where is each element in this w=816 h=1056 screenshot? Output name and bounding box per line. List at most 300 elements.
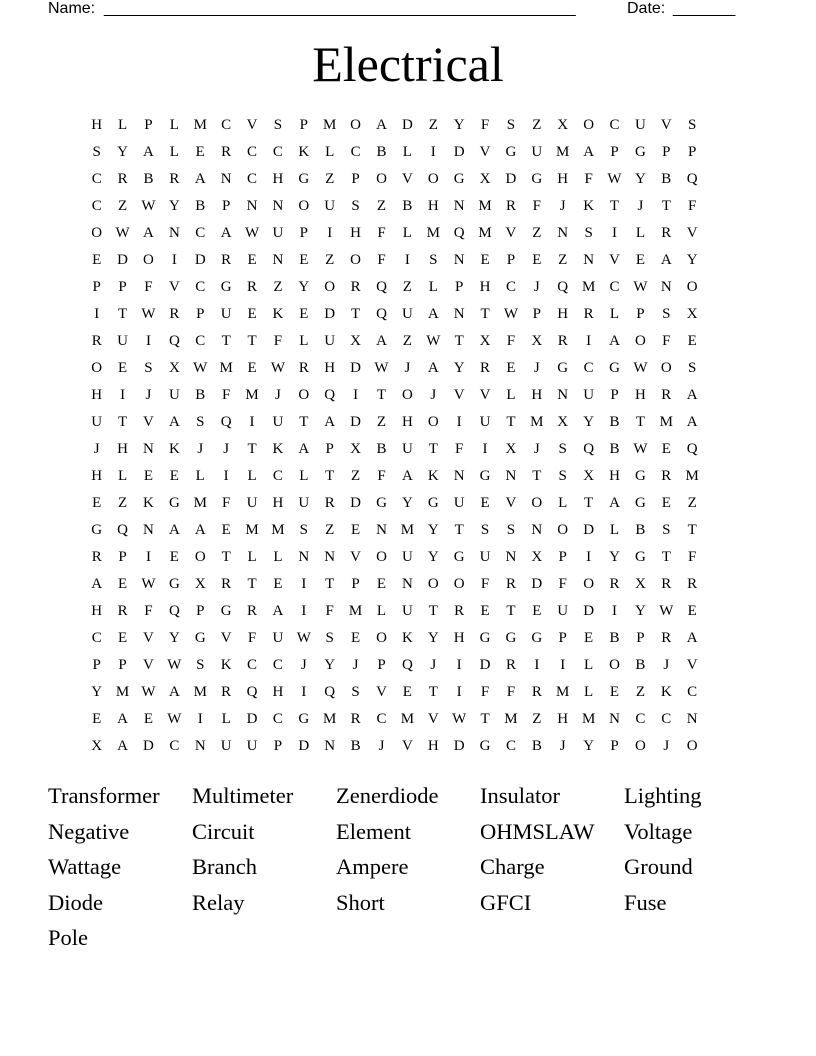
grid-letter: M <box>271 522 286 538</box>
name-field[interactable]: _____________________________________________________ <box>104 0 576 17</box>
grid-letter: E <box>376 576 387 592</box>
grid-letter: U <box>324 198 336 214</box>
grid-letter: P <box>636 630 646 646</box>
grid-letter: E <box>687 603 698 619</box>
grid-letter: N <box>246 198 258 214</box>
grid-letter: I <box>586 333 592 349</box>
grid-letter: G <box>453 171 466 187</box>
grid-letter: G <box>91 522 103 538</box>
grid-letter: P <box>558 549 568 565</box>
grid-letter: S <box>558 468 568 484</box>
grid-letter: M <box>245 522 260 538</box>
grid-letter: V <box>660 117 673 133</box>
grid-letter: Z <box>273 279 284 295</box>
grid-letter: A <box>168 684 181 700</box>
grid-letter: G <box>298 711 310 727</box>
grid-letter: I <box>612 225 618 241</box>
grid-letter: P <box>196 306 205 322</box>
grid-letter: M <box>659 414 674 430</box>
grid-letter: E <box>118 576 128 592</box>
grid-letter: V <box>505 225 517 241</box>
grid-letter: T <box>480 306 491 322</box>
grid-letter: S <box>584 225 594 241</box>
grid-letter: B <box>376 144 387 160</box>
grid-letter: N <box>272 198 284 214</box>
grid-letter: I <box>301 603 307 619</box>
grid-letter: S <box>506 117 516 133</box>
grid-letter: O <box>609 657 621 673</box>
grid-letter: N <box>143 522 155 538</box>
grid-letter: W <box>659 603 674 619</box>
grid-letter: C <box>505 279 517 295</box>
grid-letter: O <box>427 414 440 430</box>
grid-letter: Y <box>427 549 440 565</box>
grid-letter: L <box>558 495 568 511</box>
grid-letter: Y <box>401 495 414 511</box>
grid-letter: J <box>637 198 644 214</box>
grid-letter: F <box>221 495 231 511</box>
grid-letter: N <box>168 225 181 241</box>
grid-letter: G <box>557 360 569 376</box>
grid-letter: J <box>559 738 567 754</box>
grid-row <box>84 735 732 762</box>
grid-letter: E <box>247 252 258 268</box>
grid-letter: G <box>634 144 647 160</box>
grid-letter: Q <box>401 657 414 673</box>
grid-letter: H <box>324 360 336 376</box>
grid-letter: R <box>480 360 491 376</box>
grid-letter: A <box>609 495 621 511</box>
grid-letter: V <box>479 387 491 403</box>
grid-letter: Y <box>583 738 595 754</box>
grid-letter: O <box>660 360 673 376</box>
grid-letter: U <box>117 333 129 349</box>
grid-letter: Q <box>376 279 388 295</box>
word-item: Ampere <box>336 854 409 879</box>
grid-row <box>84 249 732 276</box>
grid-letter: L <box>273 549 284 565</box>
grid-letter: O <box>557 522 569 538</box>
grid-letter: N <box>376 522 388 538</box>
grid-letter: D <box>453 738 466 754</box>
grid-letter: O <box>686 738 699 754</box>
grid-letter: M <box>323 117 337 133</box>
grid-letter: W <box>426 333 441 349</box>
grid-letter: H <box>609 468 621 484</box>
grid-letter: T <box>118 414 128 430</box>
grid-row <box>84 303 732 330</box>
grid-letter: Z <box>325 171 335 187</box>
grid-letter: O <box>298 387 310 403</box>
grid-letter: S <box>144 360 154 376</box>
grid-letter: L <box>428 279 439 295</box>
grid-letter: K <box>401 630 414 646</box>
grid-row <box>84 600 732 627</box>
grid-letter: M <box>193 495 208 511</box>
grid-letter: U <box>401 441 414 457</box>
grid-letter: U <box>298 495 310 511</box>
grid-letter: A <box>168 414 181 430</box>
grid-letter: C <box>505 738 517 754</box>
grid-letter: X <box>505 441 517 457</box>
grid-letter: L <box>584 657 594 673</box>
grid-letter: R <box>557 333 569 349</box>
grid-letter: D <box>350 360 362 376</box>
grid-letter: L <box>402 225 413 241</box>
grid-letter: V <box>686 225 699 241</box>
name-label: Name: <box>48 0 96 17</box>
grid-letter: R <box>583 306 595 322</box>
grid-letter: I <box>301 576 307 592</box>
grid-letter: D <box>350 414 362 430</box>
grid-letter: J <box>533 360 541 376</box>
grid-letter: Q <box>324 684 336 700</box>
grid-letter: T <box>661 549 672 565</box>
grid-letter: E <box>169 549 180 565</box>
grid-letter: S <box>662 522 671 538</box>
grid-letter: M <box>556 684 570 700</box>
grid-letter: Z <box>687 495 698 511</box>
grid-letter: F <box>662 333 671 349</box>
grid-letter: Z <box>635 684 646 700</box>
grid-letter: J <box>663 657 670 673</box>
grid-letter: X <box>350 441 362 457</box>
grid-letter: T <box>635 414 646 430</box>
grid-letter: T <box>687 522 698 538</box>
grid-letter: A <box>376 333 388 349</box>
grid-letter: W <box>633 279 648 295</box>
grid-letter: T <box>325 576 335 592</box>
grid-letter: Q <box>220 414 233 430</box>
grid-letter: Z <box>532 117 542 133</box>
grid-letter: T <box>584 495 594 511</box>
word-item: Short <box>336 889 385 915</box>
date-label: Date: <box>627 0 666 17</box>
grid-letter: A <box>298 441 310 457</box>
grid-letter: P <box>221 198 231 214</box>
grid-letter: N <box>324 738 336 754</box>
grid-letter: A <box>194 171 207 187</box>
grid-letter: C <box>272 711 284 727</box>
grid-letter: R <box>350 279 362 295</box>
grid-letter: C <box>661 711 672 727</box>
grid-letter: Q <box>168 333 181 349</box>
grid-letter: Z <box>376 414 387 430</box>
grid-letter: X <box>479 333 491 349</box>
grid-letter: U <box>324 333 336 349</box>
grid-letter: I <box>120 387 126 403</box>
grid-letter: F <box>480 117 490 133</box>
grid-letter: D <box>453 144 466 160</box>
grid-letter: P <box>610 387 620 403</box>
grid-letter: U <box>220 306 233 322</box>
grid-letter: S <box>196 657 205 673</box>
grid-letter: D <box>401 117 414 133</box>
grid-letter: C <box>609 117 621 133</box>
grid-letter: Z <box>325 522 335 538</box>
grid-letter: B <box>635 522 646 538</box>
grid-letter: G <box>479 630 491 646</box>
grid-letter: I <box>171 252 178 268</box>
grid-letter: R <box>505 576 517 592</box>
grid-letter: L <box>609 522 620 538</box>
grid-letter: K <box>583 198 595 214</box>
grid-letter: P <box>558 630 568 646</box>
grid-letter: N <box>505 468 517 484</box>
grid-letter: E <box>92 252 102 268</box>
grid-letter: O <box>427 171 440 187</box>
grid-letter: A <box>401 468 414 484</box>
grid-letter: G <box>531 171 543 187</box>
grid-letter: N <box>686 711 699 727</box>
word-item: Lighting <box>624 783 702 808</box>
grid-letter: U <box>479 414 491 430</box>
grid-letter: C <box>247 171 258 187</box>
grid-letter: Y <box>324 657 336 673</box>
grid-letter: H <box>272 684 284 700</box>
grid-letter: I <box>301 684 307 700</box>
grid-letter: N <box>505 549 517 565</box>
grid-letter: V <box>350 549 362 565</box>
grid-letter: W <box>607 171 623 187</box>
grid-letter: A <box>324 414 336 430</box>
grid-letter: F <box>688 198 697 214</box>
grid-letter: I <box>534 657 540 673</box>
grid-letter: X <box>350 333 362 349</box>
grid-letter: S <box>92 144 102 160</box>
grid-letter: U <box>634 117 647 133</box>
word-item: Circuit <box>192 818 255 844</box>
grid-letter: M <box>556 144 570 160</box>
word-item: Negative <box>48 818 130 844</box>
grid-letter: P <box>196 603 205 619</box>
grid-letter: X <box>686 306 699 322</box>
grid-letter: A <box>609 333 621 349</box>
grid-letter: G <box>634 468 647 484</box>
grid-letter: O <box>298 198 310 214</box>
grid-letter: F <box>247 630 257 646</box>
grid-letter: W <box>296 630 312 646</box>
grid-letter: L <box>247 549 258 565</box>
grid-letter: M <box>426 225 441 241</box>
grid-letter: J <box>352 657 360 673</box>
grid-letter: M <box>219 360 234 376</box>
grid-letter: W <box>503 306 519 322</box>
grid-letter: J <box>533 279 541 295</box>
grid-letter: Y <box>453 117 466 133</box>
grid-letter: N <box>660 279 673 295</box>
grid-letter: V <box>427 711 440 727</box>
grid-letter: C <box>609 279 621 295</box>
grid-letter: H <box>427 738 440 754</box>
grid-letter: N <box>531 522 543 538</box>
grid-letter: Y <box>427 522 440 538</box>
grid-letter: M <box>193 684 208 700</box>
grid-letter: F <box>558 576 568 592</box>
grid-letter: U <box>583 387 595 403</box>
grid-letter: U <box>401 603 414 619</box>
grid-letter: A <box>660 252 673 268</box>
grid-letter: N <box>557 225 569 241</box>
grid-letter: L <box>325 144 335 160</box>
grid-row <box>84 222 732 249</box>
grid-letter: A <box>427 306 440 322</box>
grid-letter: R <box>454 603 465 619</box>
grid-letter: Q <box>376 306 388 322</box>
grid-letter: D <box>531 576 543 592</box>
grid-letter: W <box>115 225 131 241</box>
grid-letter: O <box>350 117 362 133</box>
grid-letter: L <box>299 333 309 349</box>
word-item: Branch <box>192 854 257 879</box>
grid-letter: W <box>167 657 182 673</box>
date-field[interactable]: _______ <box>673 0 736 17</box>
grid-letter: E <box>532 252 542 268</box>
grid-letter: J <box>533 441 541 457</box>
grid-letter: I <box>612 603 618 619</box>
grid-letter: K <box>168 441 181 457</box>
grid-letter: E <box>118 360 128 376</box>
grid-letter: B <box>531 738 543 754</box>
grid-letter: P <box>662 144 671 160</box>
grid-row <box>84 141 732 168</box>
grid-letter: A <box>686 414 699 430</box>
grid-letter: U <box>272 630 284 646</box>
grid-letter: I <box>327 225 333 241</box>
grid-letter: N <box>583 252 595 268</box>
grid-letter: L <box>221 711 232 727</box>
grid-letter: E <box>687 333 698 349</box>
grid-letter: Z <box>428 117 439 133</box>
grid-letter: E <box>143 711 154 727</box>
grid-letter: Y <box>91 684 103 700</box>
grid-letter: G <box>427 495 440 511</box>
grid-letter: O <box>376 549 388 565</box>
grid-letter: H <box>91 117 103 133</box>
grid-letter: M <box>400 711 415 727</box>
grid-letter: G <box>220 603 233 619</box>
page-title: Electrical <box>312 36 504 92</box>
grid-letter: N <box>194 738 207 754</box>
grid-letter: R <box>350 711 362 727</box>
grid-letter: R <box>169 171 180 187</box>
word-item: Insulator <box>480 783 560 808</box>
grid-letter: H <box>453 630 466 646</box>
grid-letter: D <box>194 252 207 268</box>
grid-letter: H <box>91 387 103 403</box>
grid-letter: I <box>145 333 152 349</box>
grid-letter: H <box>91 603 103 619</box>
grid-letter: E <box>351 522 361 538</box>
grid-letter: B <box>376 441 387 457</box>
grid-letter: B <box>195 198 206 214</box>
grid-letter: A <box>91 576 103 592</box>
grid-row <box>84 654 732 681</box>
grid-letter: J <box>93 441 101 457</box>
grid-letter: V <box>453 387 466 403</box>
grid-letter: W <box>141 198 157 214</box>
grid-letter: U <box>272 414 284 430</box>
grid-letter: A <box>117 738 129 754</box>
grid-letter: R <box>91 549 103 565</box>
grid-letter: N <box>557 387 569 403</box>
grid-letter: E <box>635 252 646 268</box>
grid-letter: U <box>557 603 569 619</box>
grid-letter: Y <box>634 171 647 187</box>
grid-letter: E <box>143 468 154 484</box>
grid-letter: D <box>324 306 336 322</box>
grid-letter: M <box>581 711 596 727</box>
grid-letter: B <box>402 198 413 214</box>
grid-letter: P <box>273 738 283 754</box>
grid-letter: Y <box>298 279 310 295</box>
grid-letter: A <box>143 144 155 160</box>
grid-letter: C <box>687 684 698 700</box>
grid-letter: Q <box>583 441 595 457</box>
grid-letter: G <box>194 630 207 646</box>
grid-letter: D <box>583 603 595 619</box>
grid-letter: R <box>221 576 232 592</box>
grid-row <box>84 573 732 600</box>
grid-letter: Z <box>558 252 568 268</box>
grid-letter: Q <box>117 522 129 538</box>
grid-letter: R <box>505 657 517 673</box>
grid-letter: P <box>144 117 154 133</box>
grid-letter: N <box>609 711 621 727</box>
grid-letter: C <box>350 144 362 160</box>
grid-letter: C <box>635 711 646 727</box>
grid-letter: U <box>246 495 258 511</box>
grid-letter: M <box>685 468 700 484</box>
grid-letter: O <box>453 576 466 592</box>
grid-letter: V <box>401 171 414 187</box>
grid-letter: O <box>583 117 595 133</box>
grid-row <box>84 627 732 654</box>
grid-letter: T <box>506 414 517 430</box>
grid-row <box>84 546 732 573</box>
grid-letter: E <box>351 630 361 646</box>
grid-letter: M <box>504 711 519 727</box>
grid-letter: N <box>143 441 155 457</box>
grid-letter: R <box>91 333 103 349</box>
grid-letter: J <box>430 387 437 403</box>
grid-letter: I <box>223 468 230 484</box>
grid-letter: L <box>402 144 413 160</box>
grid-letter: N <box>324 549 336 565</box>
grid-letter: W <box>244 225 260 241</box>
grid-letter: B <box>350 738 362 754</box>
grid-letter: U <box>168 387 181 403</box>
word-item: Multimeter <box>192 783 294 808</box>
grid-letter: H <box>557 306 569 322</box>
grid-letter: I <box>560 657 566 673</box>
grid-letter: E <box>195 144 206 160</box>
grid-letter: P <box>377 657 387 673</box>
grid-letter: W <box>452 711 467 727</box>
grid-letter: V <box>609 252 621 268</box>
letter-grid <box>84 114 732 762</box>
grid-letter: U <box>401 549 414 565</box>
grid-row <box>84 438 732 465</box>
grid-letter: D <box>298 738 310 754</box>
grid-letter: C <box>91 630 103 646</box>
grid-letter: A <box>220 225 233 241</box>
grid-letter: J <box>145 387 152 403</box>
grid-letter: O <box>427 576 440 592</box>
grid-letter: G <box>505 630 517 646</box>
grid-letter: Y <box>686 252 699 268</box>
grid-letter: V <box>143 414 155 430</box>
